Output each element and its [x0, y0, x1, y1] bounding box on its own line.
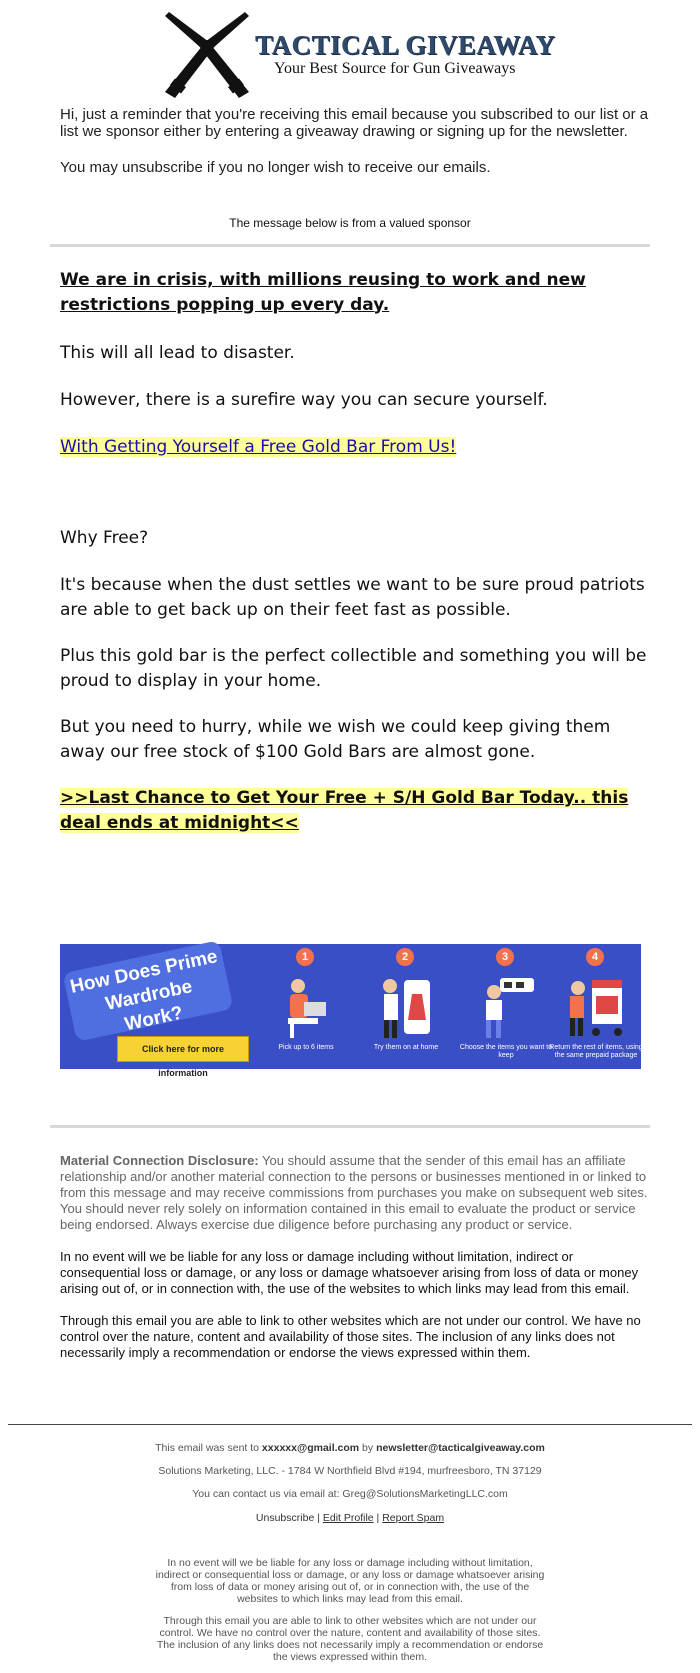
- banner-step: [546, 948, 646, 1066]
- cta-link[interactable]: >>Last Chance to Get Your Free + S/H Gold Bar Today.. this deal ends at midnight<<: [60, 788, 629, 833]
- disclosure-label: Material Connection Disclosure:: [60, 1153, 259, 1168]
- banner-step: [256, 948, 356, 1066]
- paragraph: [60, 644, 650, 693]
- footer-divider: [8, 1424, 692, 1425]
- step-number: 2: [396, 948, 414, 966]
- reminder-text: Hi, just a reminder that you're receiving this email because you subscribed to our list or a list we sponsor either by entering a giveaway drawing or signing up for the newsletter.: [60, 106, 649, 140]
- paragraph-3: Why Free?: [60, 528, 149, 548]
- link-block: [60, 435, 650, 460]
- link-separator: |: [373, 1512, 383, 1524]
- paragraph-6: But you need to hurry, while we wish we could keep giving them away our free stock of $100 Gold Bars are almost gone.: [60, 717, 611, 762]
- footer-control: Through this email you are able to link to other websites which are not under our control. We have no control over the nature, content and availability of those sites. The inclusion of any links does not necessarily imply a recommendation or endorse the views expressed within them.: [156, 1615, 544, 1663]
- person-choosing-icon: [476, 974, 536, 1040]
- brand-title: TACTICAL GIVEAWAY: [255, 30, 556, 60]
- footer-links: [100, 1512, 600, 1524]
- divider: [50, 1125, 650, 1128]
- headline: We are in crisis, with millions reusing to work and new restrictions popping up every day.: [60, 270, 586, 315]
- step-number: 4: [586, 948, 604, 966]
- unsubscribe-link[interactable]: Unsubscribe: [255, 1512, 315, 1524]
- disclosure-block: [60, 1153, 650, 1377]
- crossed-rifles-icon: [157, 12, 257, 100]
- sent-mid: by: [359, 1442, 377, 1454]
- footer-liability: In no event will we be liable for any loss or damage including without limitation, indirect or consequential loss or damage, or any loss or damage whatsoever arising from loss of data or money arising out of, or in connection with, the use of the websites to which links may lead from this email.: [155, 1557, 545, 1605]
- headline-block: [60, 268, 650, 317]
- person-cart-icon: [566, 974, 626, 1040]
- banner-title: How Does Prime Wardrobe Work?: [68, 946, 220, 1036]
- paragraph: [60, 341, 650, 366]
- paragraph-5: Plus this gold bar is the perfect collectible and something you will be proud to display in your home.: [60, 646, 647, 691]
- sent-info: [100, 1442, 600, 1454]
- intro-block: [60, 106, 650, 195]
- step-caption: Try them on at home: [373, 1044, 439, 1051]
- divider: [50, 244, 650, 247]
- cta-block: [60, 786, 650, 835]
- disclosure-text: You should assume that the sender of this email has an affiliate relationship and/or another material connection to the persons or businesses mentioned in or linked to from this message and may receive commissions from purchases you make on subsequent web sites. You should never rely solely on information contained in this email to evaluate the product or service being endorsed. Always exercise due diligence before purchasing any product or service.: [60, 1153, 648, 1232]
- person-laptop-icon: [276, 974, 336, 1040]
- prime-wardrobe-banner[interactable]: [60, 944, 643, 1078]
- unsubscribe-text: You may unsubscribe if you no longer wish to receive our emails.: [60, 159, 491, 176]
- paragraph: [60, 715, 650, 764]
- contact-info: You can contact us via email at: Greg@SolutionsMarketingLLC.com: [192, 1488, 508, 1500]
- paragraph: [60, 388, 650, 413]
- email-header: [0, 10, 700, 100]
- sponsor-note: The message below is from a valued sponsor: [229, 216, 471, 230]
- more-info-button[interactable]: Click here for more information: [117, 1036, 249, 1062]
- paragraph-4: It's because when the dust settles we want to be sure proud patriots are able to get back up on their feet fast as possible.: [60, 575, 645, 620]
- mailing-address: Solutions Marketing, LLC. - 1784 W Northfield Blvd #194, murfreesboro, TN 37129: [158, 1465, 542, 1477]
- edit-profile-link[interactable]: Edit Profile: [322, 1512, 374, 1524]
- paragraph-2: However, there is a surefire way you can secure yourself.: [60, 390, 548, 410]
- person-mirror-icon: [376, 974, 436, 1040]
- step-caption: Pick up to 6 items: [278, 1044, 334, 1051]
- step-caption: Choose the items you want to keep: [459, 1044, 553, 1059]
- liability-text: In no event will we be liable for any loss or damage including without limitation, indirect or consequential loss or damage, or any loss or damage whatsoever arising from loss of data or money arising out of, or in connection with, the use of the websites to which links may lead from this email.: [60, 1249, 639, 1296]
- gold-bar-link[interactable]: With Getting Yourself a Free Gold Bar From Us!: [60, 437, 457, 457]
- banner-step: [356, 948, 456, 1066]
- link-separator: |: [314, 1512, 323, 1524]
- report-spam-link[interactable]: Report Spam: [382, 1512, 445, 1524]
- sent-prefix: This email was sent to: [155, 1442, 262, 1454]
- control-text: Through this email you are able to link to other websites which are not under our control. We have no control over the nature, content and availability of those sites. The inclusion of any links does not necessarily imply a recommendation or endorse the views expressed within them.: [60, 1313, 641, 1360]
- step-caption: Return the rest of items, using the same prepaid package: [549, 1044, 643, 1059]
- sender-email: newsletter@tacticalgiveaway.com: [376, 1442, 545, 1454]
- step-number: 3: [496, 948, 514, 966]
- paragraph: [60, 573, 650, 622]
- step-number: 1: [296, 948, 314, 966]
- brand-subtitle: Your Best Source for Gun Giveaways: [274, 60, 516, 77]
- recipient-email: xxxxxx@gmail.com: [261, 1442, 360, 1454]
- paragraph: [60, 526, 650, 551]
- paragraph-1: This will all lead to disaster.: [60, 343, 295, 363]
- banner-step: [456, 948, 556, 1066]
